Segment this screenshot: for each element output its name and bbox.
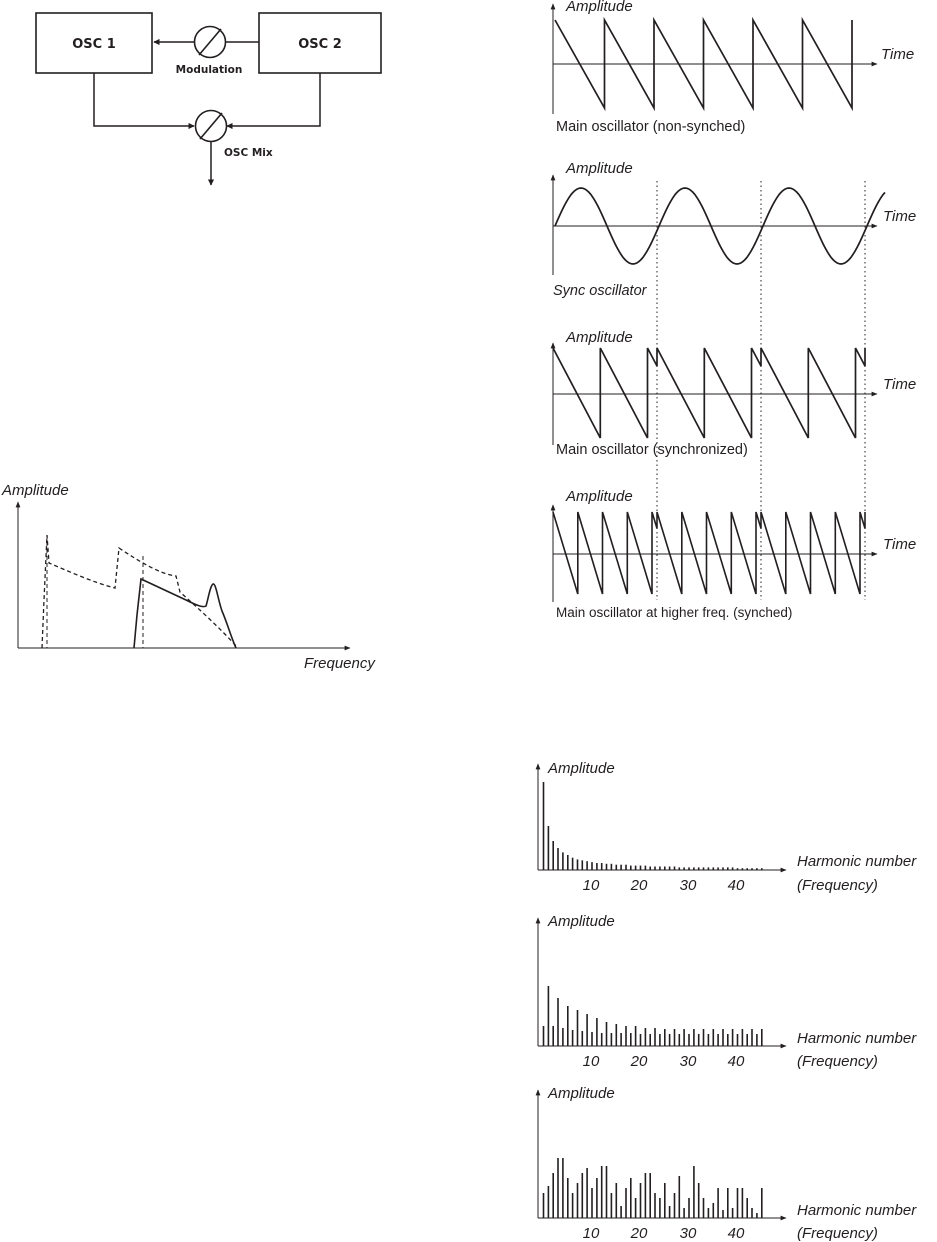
panel3-x-label: Time: [883, 376, 917, 393]
panel4-waveform: [553, 512, 865, 594]
panel2-caption: Sync oscillator: [553, 283, 647, 299]
modulation-knob-slash: [199, 29, 221, 55]
spectrum1-x-label-line1: Harmonic number: [797, 853, 917, 870]
panel2-y-label: Amplitude: [566, 160, 633, 177]
spectrum3-x-label-line2: (Frequency): [797, 1225, 878, 1242]
spectrum3-tick-40: 40: [727, 1225, 745, 1242]
mix-label: OSC Mix: [224, 147, 273, 159]
panel1-caption: Main oscillator (non-synched): [556, 119, 746, 135]
osc1-to-mix-line: [94, 73, 194, 126]
panel4-x-label: Time: [883, 536, 917, 553]
spectrum2-x-label-line1: Harmonic number: [797, 1030, 917, 1047]
waveform-panel-2: [553, 160, 916, 299]
spectrum2-y-label: Amplitude: [548, 913, 615, 930]
spectrum3-x-label-line1: Harmonic number: [797, 1202, 917, 1219]
spectrum3-tick-10: 10: [582, 1225, 600, 1242]
spectrum-y-label: Amplitude: [2, 482, 69, 499]
spectrum1-x-label-line2: (Frequency): [797, 877, 878, 894]
spectrum2-x-label-line2: (Frequency): [797, 1053, 878, 1070]
spectrum1-y-label: Amplitude: [548, 760, 615, 777]
harmonic-spectrum-1: [538, 760, 917, 894]
spectrum3-y-label: Amplitude: [548, 1085, 615, 1102]
waveform-panel-1: [553, 0, 914, 135]
spectrum2-tick-10: 10: [582, 1053, 600, 1070]
sync-waveform-panels: [553, 0, 916, 620]
spectrum1-tick-10: 10: [582, 877, 600, 894]
spectrum2-tick-40: 40: [727, 1053, 745, 1070]
mix-knob-slash: [200, 113, 222, 139]
harmonic-spectrum-2: [538, 913, 917, 1070]
spectrum1-tick-40: 40: [727, 877, 745, 894]
harmonic-spectrum-3: [538, 1085, 917, 1242]
osc2-label: OSC 2: [298, 37, 342, 52]
modulation-label: Modulation: [175, 64, 243, 76]
spectrum3-tick-30: 30: [679, 1225, 697, 1242]
spectrum3-tick-20: 20: [630, 1225, 648, 1242]
panel4-caption: Main oscillator at higher freq. (synched): [556, 605, 793, 620]
waveform-panel-4: [553, 488, 916, 620]
spectrum2-tick-20: 20: [630, 1053, 648, 1070]
spectrum1-tick-30: 30: [679, 877, 697, 894]
spectrum-x-label: Frequency: [304, 655, 375, 672]
osc2-to-mix-line: [227, 73, 320, 126]
spectrum-solid-curve: [134, 579, 236, 648]
osc1-label: OSC 1: [72, 37, 116, 52]
panel3-y-label: Amplitude: [566, 329, 633, 346]
spectrum-sketch: [1, 482, 376, 672]
spectrum2-tick-30: 30: [679, 1053, 697, 1070]
panel3-waveform: [553, 348, 865, 438]
waveform-panel-3: [553, 329, 916, 458]
panel3-caption: Main oscillator (synchronized): [556, 442, 748, 458]
panel4-y-label: Amplitude: [566, 488, 633, 505]
panel2-x-label: Time: [883, 208, 917, 225]
oscillator-block-diagram: [36, 13, 381, 185]
panel1-y-label: Amplitude: [566, 0, 633, 15]
spectrum1-tick-20: 20: [630, 877, 648, 894]
panel1-x-label: Time: [881, 46, 915, 63]
